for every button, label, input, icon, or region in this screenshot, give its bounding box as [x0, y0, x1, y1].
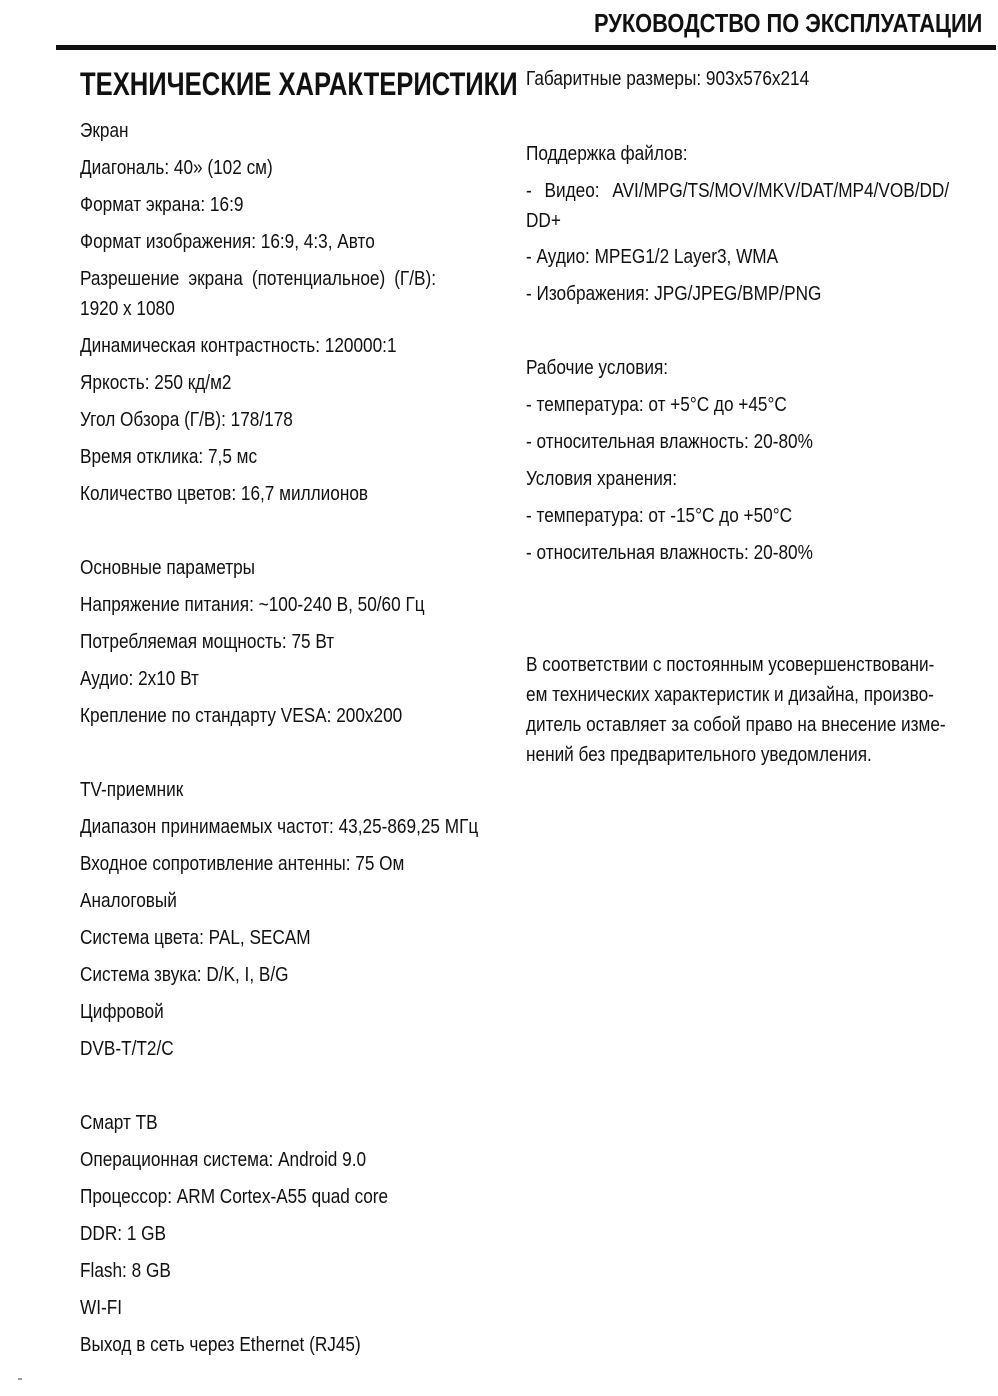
resolution-word-1: Разрешение [80, 268, 180, 290]
notice-line-1: В соответствии с постоянным усовершенствовани- [526, 654, 935, 676]
spec-resolution-line1 [80, 267, 436, 291]
spec-image-format: Формат изображения: 16:9, 4:3, Авто [80, 231, 375, 253]
spec-power: Потребляемая мощность: 75 Вт [80, 631, 335, 653]
spec-sound-system: Система звука: D/K, I, B/G [80, 964, 289, 986]
spec-contrast: Динамическая контрастность: 120000:1 [80, 335, 397, 357]
spec-video-line2: DD+ [526, 210, 561, 232]
spec-storage-humidity: - относительная влажность: 20-80% [526, 542, 813, 564]
spec-ethernet: Выход в сеть через Ethernet (RJ45) [80, 1334, 361, 1356]
scan-artifact-mark [18, 1378, 22, 1380]
video-label: Видео: [544, 180, 600, 202]
resolution-word-2: экрана [188, 268, 243, 290]
main-params-heading: Основные параметры [80, 557, 256, 579]
header-divider [56, 45, 996, 50]
spec-voltage: Напряжение питания: ~100-240 В, 50/60 Гц [80, 594, 425, 616]
spec-color-system: Система цвета: PAL, SECAM [80, 927, 311, 949]
spec-wifi: WI-FI [80, 1297, 123, 1319]
tv-receiver-heading: TV-приемник [80, 779, 184, 801]
screen-heading: Экран [80, 120, 129, 142]
notice-line-3: дитель оставляет за собой право на внесение изме- [526, 714, 946, 736]
spec-resolution-line2: 1920 x 1080 [80, 298, 175, 320]
resolution-word-3: (потенциальное) [251, 268, 386, 290]
spec-response-time: Время отклика: 7,5 мс [80, 446, 258, 468]
storage-heading: Условия хранения: [526, 468, 678, 490]
spec-image-formats: - Изображения: JPG/JPEG/BMP/PNG [526, 283, 822, 305]
document-header-title: РУКОВОДСТВО ПО ЭКСПЛУАТАЦИИ [593, 8, 982, 38]
operating-heading: Рабочие условия: [526, 357, 669, 379]
spec-audio-formats: - Аудио: MPEG1/2 Layer3, WMA [526, 246, 779, 268]
spec-vesa: Крепление по стандарту VESA: 200х200 [80, 705, 403, 727]
spec-cpu: Процессор: ARM Cortex-A55 quad core [80, 1186, 389, 1208]
video-formats: AVI/MPG/TS/MOV/MKV/DAT/MP4/VOB/DD/ [612, 180, 950, 202]
spec-screen-format: Формат экрана: 16:9 [80, 194, 244, 216]
spec-storage-temperature: - температура: от -15°С до +50°С [526, 505, 793, 527]
spec-analog: Аналоговый [80, 890, 177, 912]
video-dash: - [526, 180, 532, 202]
spec-colors: Количество цветов: 16,7 миллионов [80, 483, 369, 505]
spec-os: Операционная система: Android 9.0 [80, 1149, 367, 1171]
spec-diagonal: Диагональ: 40» (102 см) [80, 157, 273, 179]
notice-line-4: нений без предварительного уведомления. [526, 744, 872, 766]
notice-line-2: ем технических характеристик и дизайна, произво- [526, 684, 934, 706]
spec-viewing-angle: Угол Обзора (Г/В): 178/178 [80, 409, 293, 431]
spec-freq-range: Диапазон принимаемых частот: 43,25-869,25 МГц [80, 816, 479, 838]
spec-digital: Цифровой [80, 1001, 164, 1023]
section-title: ТЕХНИЧЕСКИЕ ХАРАКТЕРИСТИКИ [80, 66, 518, 102]
spec-brightness: Яркость: 250 кд/м2 [80, 372, 232, 394]
spec-video-line1 [526, 179, 949, 203]
spec-dimensions: Габаритные размеры: 903х576х214 [526, 68, 810, 90]
spec-operating-temperature: - температура: от +5°С до +45°С [526, 394, 787, 416]
spec-ddr: DDR: 1 GB [80, 1223, 167, 1245]
spec-operating-humidity: - относительная влажность: 20-80% [526, 431, 813, 453]
resolution-word-4: (Г/В): [394, 268, 437, 290]
files-heading: Поддержка файлов: [526, 143, 688, 165]
spec-dvb: DVB-T/T2/C [80, 1038, 174, 1060]
spec-audio-power: Аудио: 2х10 Вт [80, 668, 199, 690]
smart-tv-heading: Смарт ТВ [80, 1112, 158, 1134]
spec-antenna-impedance: Входное сопротивление антенны: 75 Ом [80, 853, 405, 875]
spec-flash: Flash: 8 GB [80, 1260, 171, 1282]
